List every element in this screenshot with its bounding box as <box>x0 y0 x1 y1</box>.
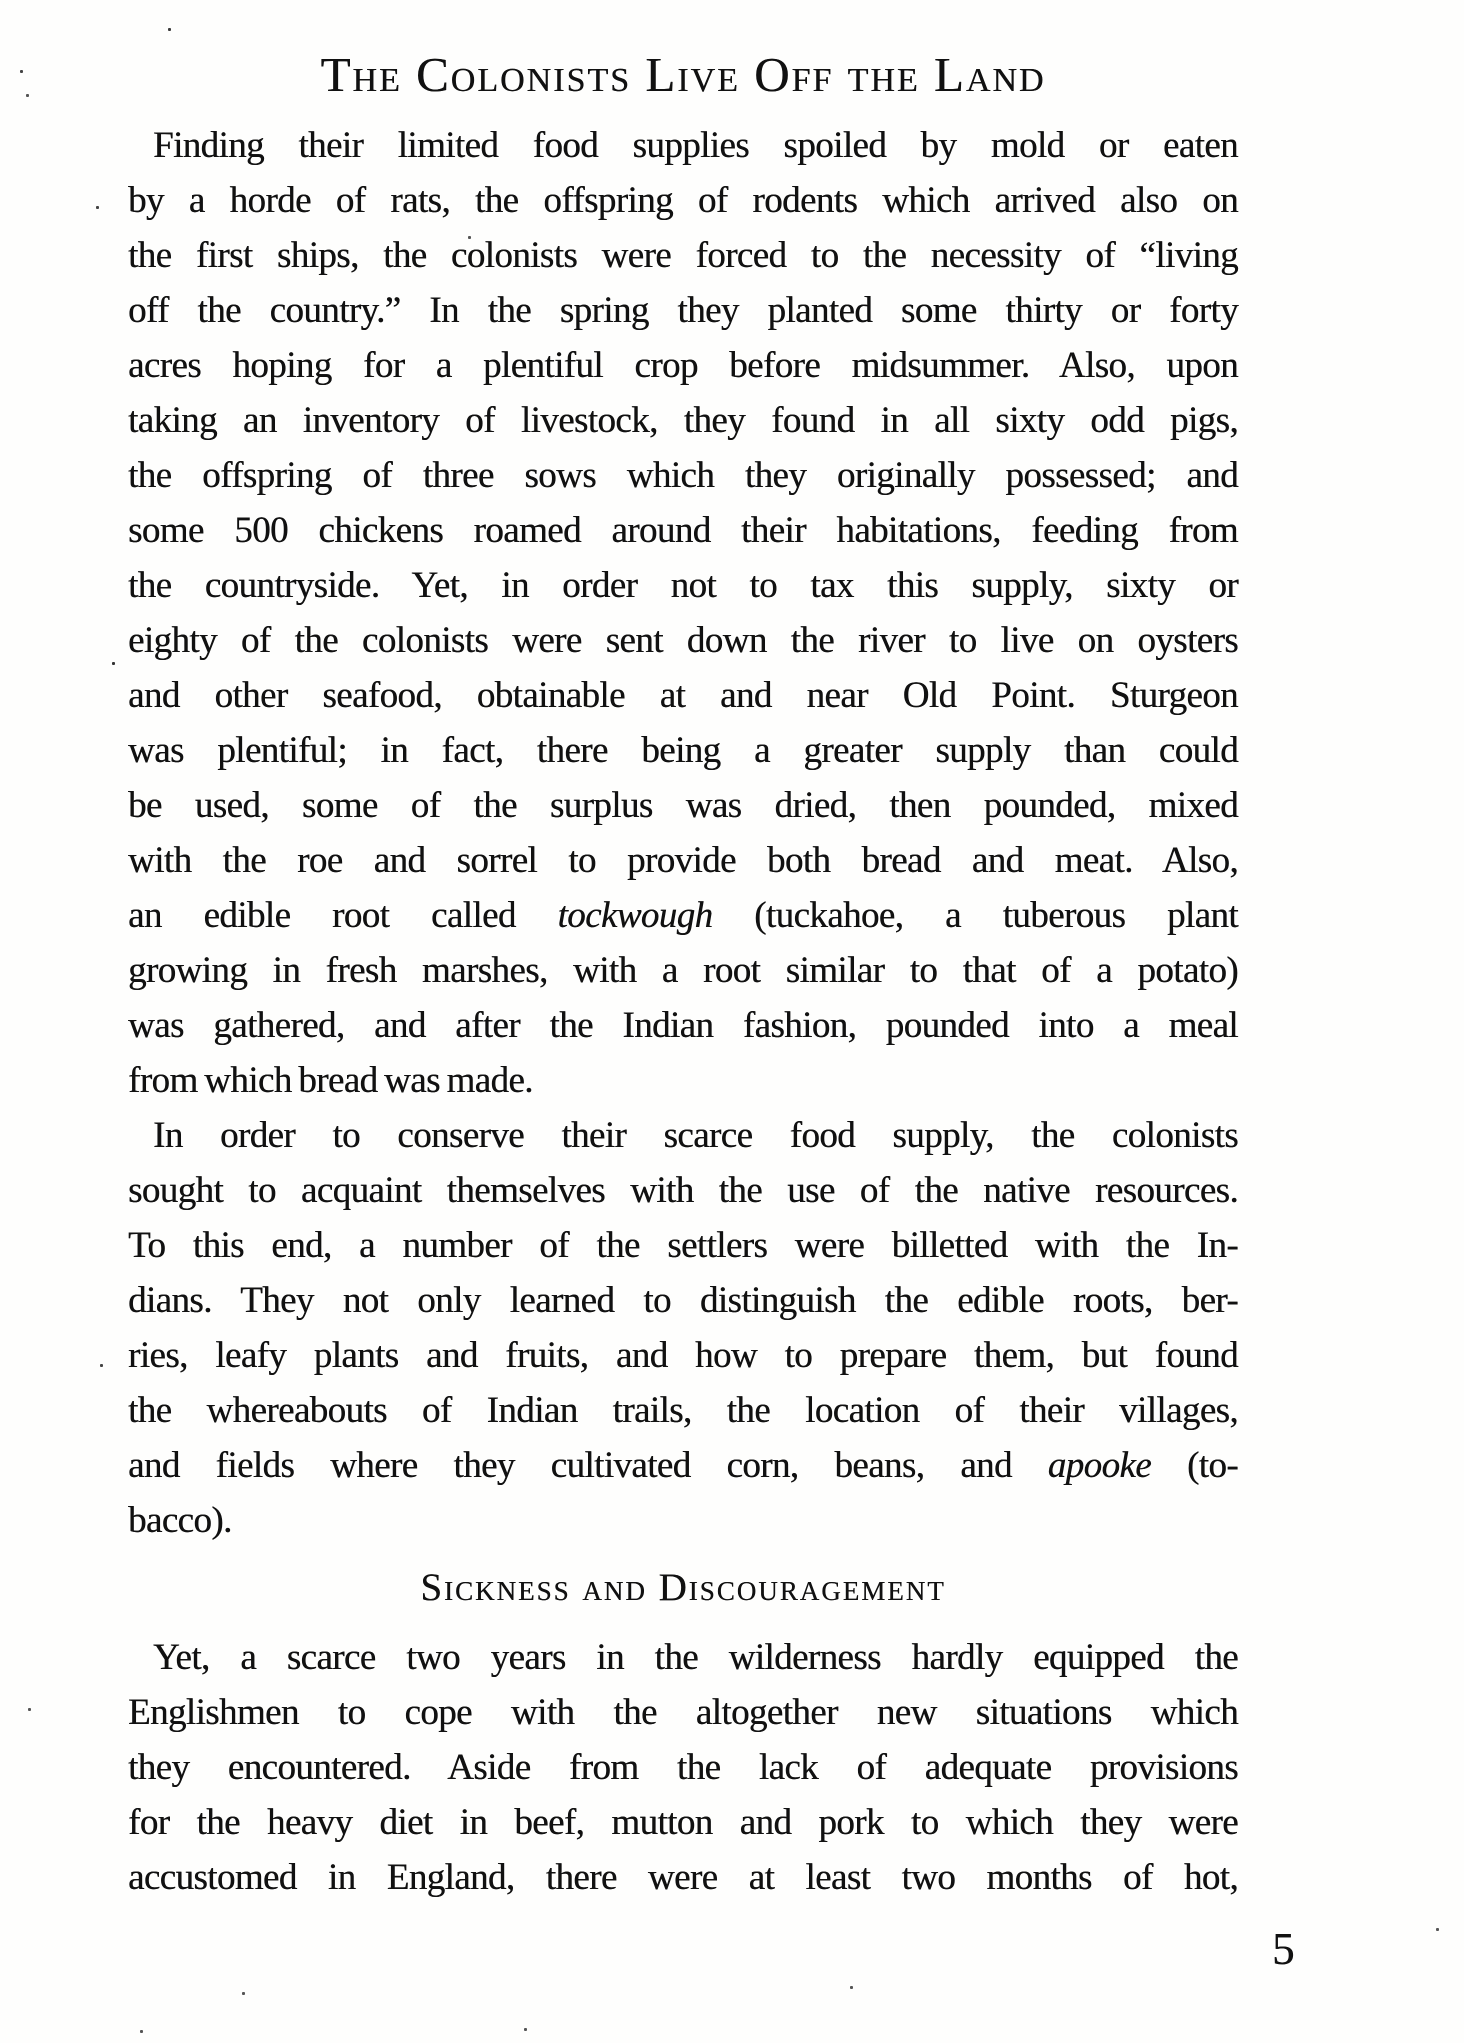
text-line: with the roe and sorrel to provide both bread and meat. Also, <box>128 840 1238 881</box>
text-line: ries, leafy plants and fruits, and how to prepare them, but found <box>128 1335 1238 1376</box>
text-line: the whereabouts of Indian trails, the location of their villages, <box>128 1390 1238 1431</box>
text-line: be used, some of the surplus was dried, then pounded, mixed <box>128 785 1238 826</box>
page-number: 5 <box>1272 1924 1295 1974</box>
text-line: off the country.” In the spring they planted some thirty or forty <box>128 290 1238 331</box>
section-heading: Sickness and Discouragement <box>420 1566 946 1609</box>
italic-term: tockwough <box>557 895 713 936</box>
text-line: was gathered, and after the Indian fashion, pounded into a meal <box>128 1005 1238 1046</box>
text-line: eighty of the colonists were sent down the river to live on oysters <box>128 620 1238 661</box>
text-line <box>128 888 1238 943</box>
text-line: some 500 chickens roamed around their habitations, feeding from <box>128 510 1238 551</box>
text-line: acres hoping for a plentiful crop before midsummer. Also, upon <box>128 345 1238 386</box>
text-line: Yet, a scarce two years in the wilderness hardly equipped the <box>153 1637 1238 1678</box>
text-line: the first ships, the colonists were forced to the necessity of “living <box>128 235 1238 276</box>
paragraph-2 <box>128 1108 1238 1548</box>
text-line: for the heavy diet in beef, mutton and pork to which they were <box>128 1802 1238 1843</box>
text-line: they encountered. Aside from the lack of adequate provisions <box>128 1747 1238 1788</box>
text-line: and other seafood, obtainable at and near Old Point. Sturgeon <box>128 675 1238 716</box>
text-line: the countryside. Yet, in order not to tax this supply, sixty or <box>128 565 1238 606</box>
text-segment: an edible root called <box>128 895 558 936</box>
text-segment: (to- <box>1151 1445 1238 1486</box>
text-line: To this end, a number of the settlers were billetted with the In- <box>128 1225 1238 1266</box>
text-line: from which bread was made. <box>128 1060 533 1101</box>
scan-noise <box>168 28 171 31</box>
text-line: growing in fresh marshes, with a root similar to that of a potato) <box>128 950 1238 991</box>
text-line: sought to acquaint themselves with the use of the native resources. <box>128 1170 1238 1211</box>
text-block <box>128 44 1238 1905</box>
text-line: dians. They not only learned to distinguish the edible roots, ber- <box>128 1280 1238 1321</box>
text-line: bacco). <box>128 1500 232 1541</box>
chapter-heading: The Colonists Live Off the Land <box>320 47 1046 102</box>
text-line: In order to conserve their scarce food supply, the colonists <box>153 1115 1238 1156</box>
paragraph-3 <box>128 1630 1238 1905</box>
text-line: was plentiful; in fact, there being a greater supply than could <box>128 730 1238 771</box>
text-segment: (tuckahoe, a tuberous plant <box>712 895 1238 936</box>
paragraph-1 <box>128 118 1238 1108</box>
text-line: Finding their limited food supplies spoiled by mold or eaten <box>153 125 1238 166</box>
text-line: accustomed in England, there were at least two months of hot, <box>128 1857 1238 1898</box>
text-line: the offspring of three sows which they originally possessed; and <box>128 455 1238 496</box>
text-line: by a horde of rats, the offspring of rodents which arrived also on <box>128 180 1238 221</box>
text-line <box>128 1438 1238 1493</box>
text-line: taking an inventory of livestock, they found in all sixty odd pigs, <box>128 400 1238 441</box>
italic-term: apooke <box>1047 1445 1152 1486</box>
text-line: Englishmen to cope with the altogether new situations which <box>128 1692 1238 1733</box>
text-segment: and fields where they cultivated corn, beans, and <box>128 1445 1048 1486</box>
